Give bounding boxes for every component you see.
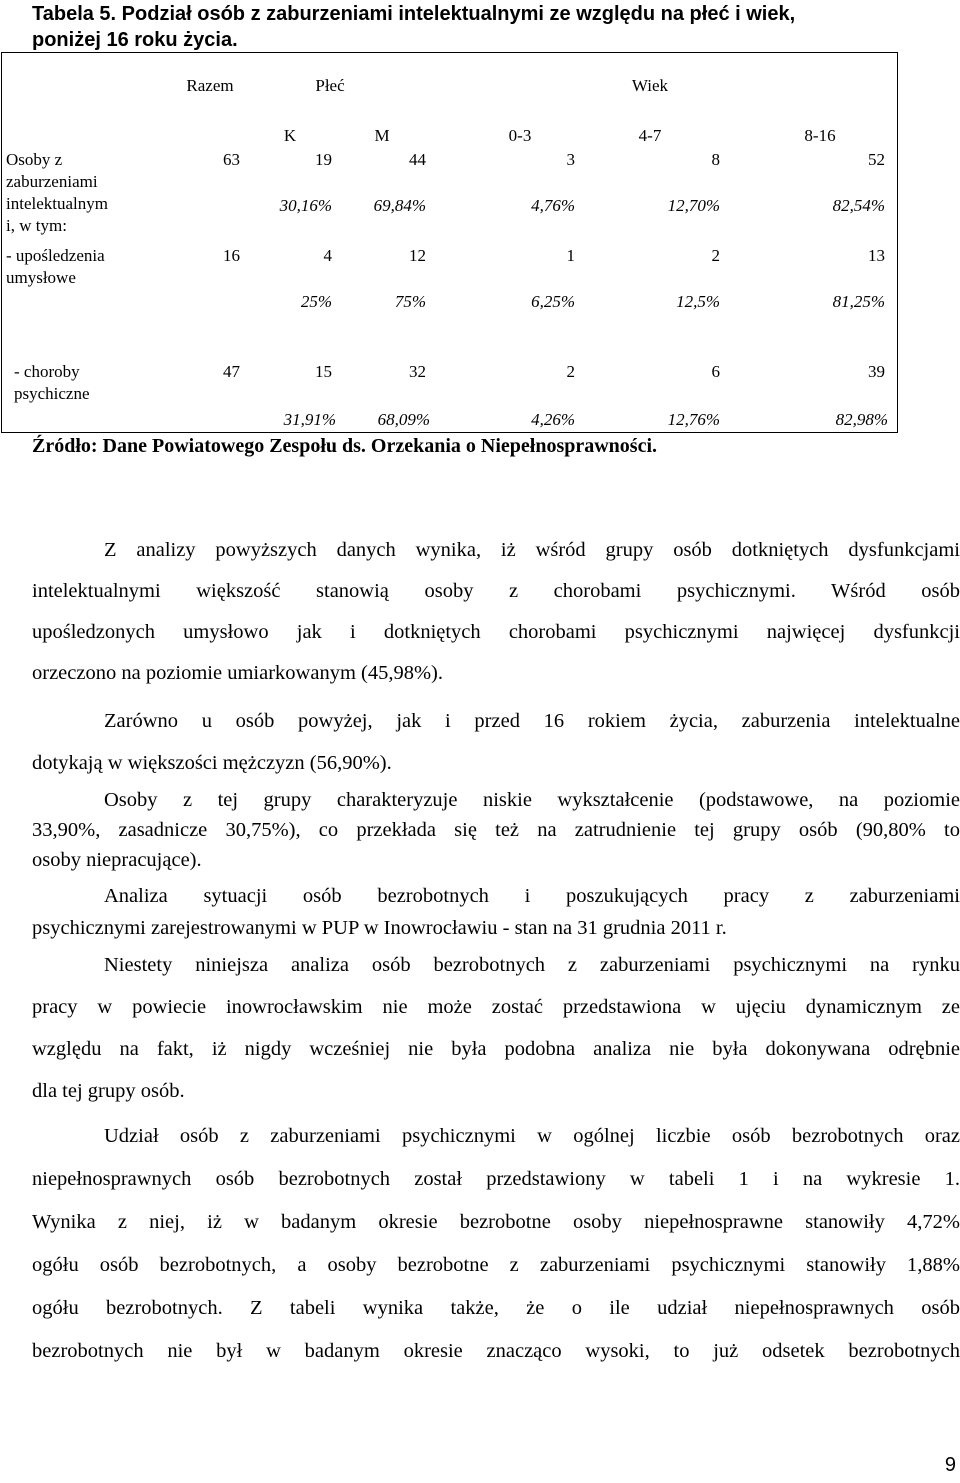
- text-line: dotykają w większości mężczyzn (56,90%).: [32, 752, 392, 774]
- table-border-right: [897, 52, 898, 433]
- paragraph: [32, 944, 960, 1112]
- text-line: upośledzonych umysłowo jak i dotkniętych chorobami psychicznymi najwięcej dysfunkcji: [32, 621, 960, 643]
- cell-8-16: 39: [868, 362, 885, 381]
- text-line: osoby niepracujące).: [32, 849, 202, 871]
- page-number: 9: [944, 1454, 956, 1476]
- text-line: bezrobotnych nie był w badanym okresie znacząco wysoki, to już odsetek bezrobotnych: [32, 1340, 960, 1362]
- cell-k: 19: [315, 150, 332, 169]
- cell-razem: 63: [223, 150, 240, 169]
- table-border-left: [1, 52, 2, 433]
- text-line: względu na fakt, iż nigdy wcześniej nie była podobna analiza nie była dokonywana odrębnie: [32, 1038, 960, 1060]
- table-caption-line-2: poniżej 16 roku życia.: [32, 29, 238, 51]
- paragraph: [32, 700, 960, 784]
- cell-8-16-percent: 81,25%: [832, 292, 885, 311]
- text-line: Wynika z niej, iż w badanym okresie bezrobotne osoby niepełnosprawne stanowiły 4,72%: [32, 1211, 960, 1233]
- cell-4-7: 6: [711, 362, 720, 381]
- group-label-line: intelektualnym: [6, 194, 108, 213]
- cell-m: 12: [409, 246, 426, 265]
- subheader-8-16: 8-16: [804, 126, 836, 145]
- cell-k-percent: 31,91%: [283, 410, 336, 429]
- cell-0-3: 3: [566, 150, 575, 169]
- cell-8-16-percent: 82,98%: [835, 410, 888, 429]
- cell-4-7: 2: [711, 246, 720, 265]
- cell-k-percent: 30,16%: [279, 196, 332, 215]
- group-label-line: zaburzeniami: [6, 172, 98, 191]
- subheader-k: K: [283, 126, 297, 145]
- cell-0-3-percent: 6,25%: [531, 292, 575, 311]
- cell-k: 15: [315, 362, 332, 381]
- cell-m: 32: [409, 362, 426, 381]
- text-line: Zarówno u osób powyżej, jak i przed 16 rokiem życia, zaburzenia intelektualne: [104, 710, 960, 732]
- cell-8-16: 13: [868, 246, 885, 265]
- table-border-bottom: [1, 432, 898, 433]
- row-label-line: psychiczne: [14, 384, 90, 403]
- cell-4-7-percent: 12,5%: [676, 292, 720, 311]
- text-line: intelektualnymi większość stanowią osoby z chorobami psychicznymi. Wśród osób: [32, 580, 960, 602]
- text-line: Udział osób z zaburzeniami psychicznymi w ogólnej liczbie osób bezrobotnych oraz: [104, 1125, 960, 1147]
- subheader-0-3: 0-3: [508, 126, 532, 145]
- paragraph: [32, 530, 960, 694]
- text-line: Z analizy powyższych danych wynika, iż wśród grupy osób dotkniętych dysfunkcjami: [104, 539, 960, 561]
- subheader-m: M: [374, 126, 390, 145]
- paragraph: [32, 880, 960, 944]
- cell-0-3: 1: [566, 246, 575, 265]
- group-label-line: umysłowe: [6, 268, 76, 287]
- header-razem: Razem: [186, 76, 234, 95]
- text-line: orzeczono na poziomie umiarkowanym (45,98%).: [32, 662, 444, 684]
- text-line: 33,90%, zasadnicze 30,75%), co przekłada się też na zatrudnienie tej grupy osób (90,80% to: [32, 819, 960, 841]
- cell-k: 4: [323, 246, 332, 265]
- cell-4-7-percent: 12,70%: [667, 196, 720, 215]
- text-line: ogółu osób bezrobotnych, a osoby bezrobotne z zaburzeniami psychicznymi stanowiły 1,88%: [32, 1254, 960, 1276]
- cell-0-3-percent: 4,76%: [531, 196, 575, 215]
- text-line: niepełnosprawnych osób bezrobotnych został przedstawiony w tabeli 1 i na wykresie 1.: [32, 1168, 960, 1190]
- cell-m-percent: 69,84%: [373, 196, 426, 215]
- cell-razem: 16: [223, 246, 240, 265]
- subheader-4-7: 4-7: [638, 126, 662, 145]
- cell-4-7-percent: 12,76%: [667, 410, 720, 429]
- text-line: dla tej grupy osób.: [32, 1080, 185, 1102]
- cell-razem: 47: [223, 362, 240, 381]
- group-label-line: i, w tym:: [6, 216, 67, 235]
- paragraph: [32, 1115, 960, 1373]
- group-label-line: - upośledzenia: [6, 246, 105, 265]
- cell-0-3: 2: [566, 362, 575, 381]
- table-caption-line-1: Tabela 5. Podział osób z zaburzeniami intelektualnymi ze względu na płeć i wiek,: [32, 3, 796, 25]
- cell-8-16-percent: 82,54%: [832, 196, 885, 215]
- text-line: psychicznymi zarejestrowanymi w PUP w Inowrocławiu - stan na 31 grudnia 2011 r.: [32, 917, 727, 939]
- text-line: pracy w powiecie inowrocławskim nie może zostać przedstawiona w ujęciu dynamicznym ze: [32, 996, 960, 1018]
- cell-4-7: 8: [711, 150, 720, 169]
- row-label-line: - choroby: [14, 362, 80, 381]
- table-border-top: [1, 52, 898, 53]
- text-line: ogółu bezrobotnych. Z tabeli wynika także, że o ile udział niepełnosprawnych osób: [32, 1297, 960, 1319]
- text-line: Analiza sytuacji osób bezrobotnych i poszukujących pracy z zaburzeniami: [104, 885, 960, 907]
- text-line: Osoby z tej grupy charakteryzuje niskie wykształcenie (podstawowe, na poziomie: [104, 789, 960, 811]
- text-line: Niestety niniejsza analiza osób bezrobotnych z zaburzeniami psychicznymi na rynku: [104, 954, 960, 976]
- cell-m-percent: 75%: [394, 292, 426, 311]
- header-wiek: Wiek: [631, 76, 669, 95]
- group-label-line: Osoby z: [6, 150, 63, 169]
- cell-8-16: 52: [868, 150, 885, 169]
- paragraph: [32, 785, 960, 875]
- cell-m-percent: 68,09%: [377, 410, 430, 429]
- cell-m: 44: [409, 150, 426, 169]
- cell-0-3-percent: 4,26%: [531, 410, 575, 429]
- cell-k-percent: 25%: [300, 292, 332, 311]
- table-source-note: Źródło: Dane Powiatowego Zespołu ds. Orzekania o Niepełnosprawności.: [32, 435, 658, 457]
- header-plec: Płeć: [315, 76, 345, 95]
